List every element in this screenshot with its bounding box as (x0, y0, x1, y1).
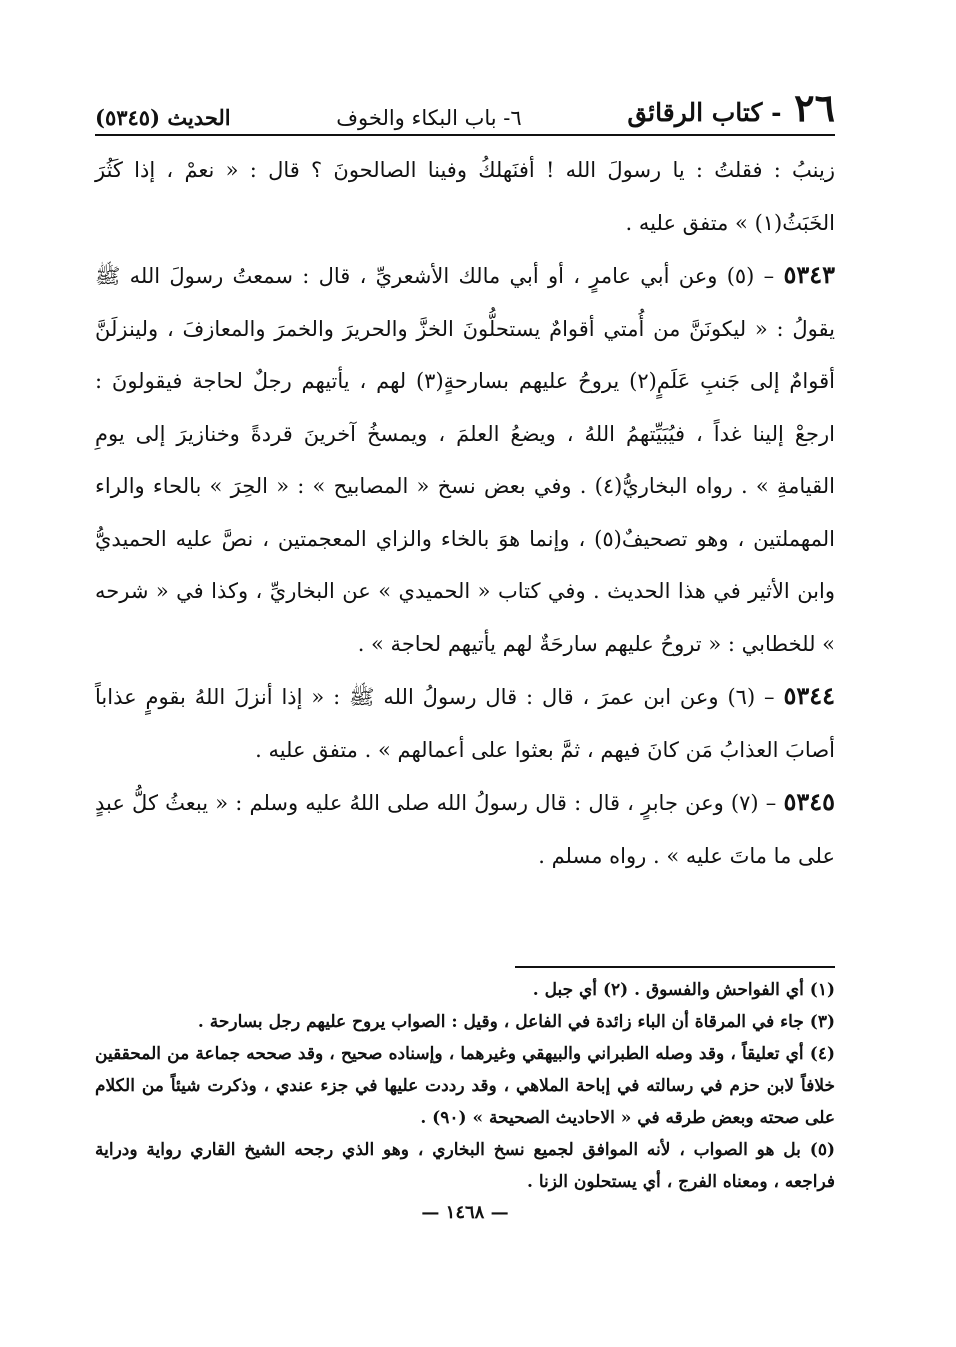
paragraph (95, 670, 835, 776)
footnote: (٤) أي تعليقاً ، وقد وصله الطبراني والبيهقي وغيرهما ، وإسناده صحيح ، وقد صححه جماعة من المحققين خلافاً لابن حزم في رسالته في إباحة الملاهي ، وقد رددت عليها في جزء عندي ، وذكرت شيئاً من الكلام على صحته وبعض طرقه في « الاحاديث الصحيحة » (٩٠) . (95, 1044, 835, 1128)
footnotes (95, 966, 835, 1223)
paragraph (95, 144, 835, 249)
header-hadith-range: الحديث (٥٣٤٥) (95, 105, 231, 130)
paragraph-text: – (٧) وعن جابرٍ ، قال : قال رسولُ الله صلى اللهُ عليه وسلم : « يبعثُ كلُّ عبدٍ على ما ماتَ عليه » . رواه مسلم . (95, 791, 835, 868)
footnote-list (95, 974, 835, 1198)
hadith-number: ٥٣٤٤ (783, 681, 835, 710)
paragraph-text: زينبُ : فقلتُ : يا رسولَ الله ! أفنَهلكُ وفينا الصالحونَ ؟ قال : « نعمْ ، إذا كَثُرَ الخَبَثُ(١) » متفق عليه . (95, 158, 835, 235)
footnote: (٣) جاء في المرقاة أن الباء زائدة في الفاعل ، وقيل : الصواب يروح عليهم رجل بسارحة . (197, 1012, 835, 1032)
header-chapter: ٦- باب البكاء والخوف (336, 106, 522, 130)
footnote: (٥) بل هو الصواب ، لأنه الموافق لجميع نسخ البخاري ، وهو الذي رجحه الشيخ القاري رواية ودراية فراجعه ، ومعناه الفرج ، أي يستحلون الزنا . (95, 1140, 835, 1192)
paragraph (95, 776, 835, 882)
header-book-title: ٢٦ - كتاب الرقائق (627, 85, 835, 130)
hadith-number: ٥٣٤٥ (783, 787, 835, 816)
page-number: — ١٤٦٨ — (421, 1202, 509, 1223)
paragraph-text: – (٥) وعن أبي عامرٍ ، أو أبي مالك الأشعريِّ ، قال : سمعتُ رسولَ الله ﷺ يقولُ : « ليكونَنَّ من أُمتي أقوامٌ يستحلُّونَ الخزَّ والحريرَ والخمرَ والمعازفَ ، ولينزلَنَّ أقوامٌ إلى جَنبِ عَلَمٍ(٢) يروحُ عليهم بسارحةٍ(٣) لهم ، يأتيهم رجلٌ لحاجة فيقولونَ : ارجعْ إلينا غداً ، فيُبَيِّتهمُ اللهُ ، ويضعُ العلمَ ، ويمسخُ آخرينَ قردةً وخنازيرَ إلى يومِ القيامةِ » . رواه البخاريُّ(٤) . وفي بعض نسخ « المصابيح » : « الحِرَ » بالحاء والراء المهملتين ، وهو تصحيفٌ(٥) ، وإنما هوَ بالخاء والزاي المعجمتين ، نصَّ عليه الحميديُّ وابن الأثير في هذا الحديث . وفي كتاب « الحميدي » عن البخاريِّ ، وكذا في « شرحه » للخطابي : « تروحُ عليهم سارحَةٌ لهم يأتيهم لحاجة » . (95, 264, 835, 656)
header-section-number: ٢٦ (794, 85, 835, 130)
main-text (95, 144, 835, 882)
footnote: (١) أي الفواحش والفسوق . (٢) أي جبل . (532, 980, 835, 1000)
paragraph-text: – (٦) وعن ابن عمرَ ، قال : قال رسولُ الله ﷺ : « إذا أنزلَ اللهُ بقومٍ عذاباً أصابَ العذابُ مَن كانَ فيهم ، ثمَّ بعثوا على أعمالهم » . متفق عليه . (95, 685, 835, 762)
footnote-divider (515, 966, 835, 968)
running-header (95, 78, 835, 136)
header-book-name: كتاب الرقائق (627, 98, 763, 127)
hadith-number: ٥٣٤٣ (783, 260, 835, 289)
paragraph (95, 249, 835, 670)
page (95, 78, 835, 1223)
